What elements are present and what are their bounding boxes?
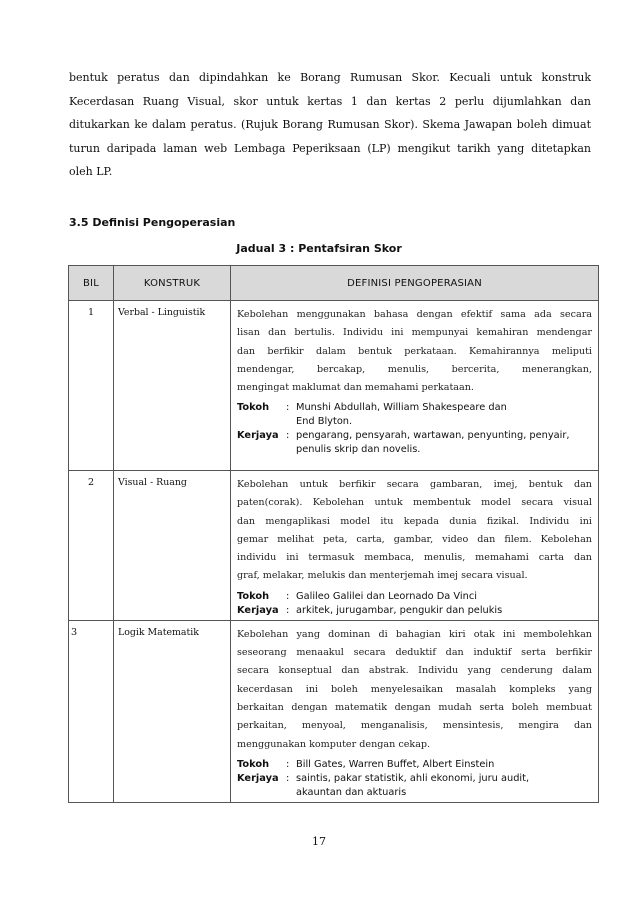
definition-line: dan berfikir dalam bentuk perkataan. Kemahirannya meliputi bbox=[237, 345, 592, 357]
definition-text bbox=[237, 626, 592, 754]
kerjaya-label: Kerjaya bbox=[237, 772, 279, 784]
tokoh-colon: : bbox=[286, 758, 290, 770]
table-row bbox=[69, 471, 599, 621]
tokoh-values bbox=[296, 590, 477, 604]
row-meta bbox=[237, 401, 592, 457]
definition-line: mendengar, bercakap, menulis, bercerita, menerangkan, bbox=[237, 363, 592, 375]
definition-text bbox=[237, 306, 592, 397]
definition-line: berkaitan dengan matematik dengan mudah serta boleh membuat bbox=[237, 701, 592, 713]
tokoh-value: End Blyton. bbox=[296, 416, 353, 428]
table-header-row bbox=[69, 266, 599, 301]
kerjaya-label: Kerjaya bbox=[237, 430, 279, 442]
kerjaya-value: pengarang, pensyarah, wartawan, penyunting, penyair, bbox=[296, 430, 570, 442]
definition-line: perkaitan, menyoal, menganalisis, mensintesis, mengira dan bbox=[237, 720, 592, 732]
header-konstruk: KONSTRUK bbox=[114, 266, 231, 301]
body-paragraph bbox=[69, 66, 591, 184]
row-definisi bbox=[231, 301, 599, 471]
header-bil: BIL bbox=[69, 266, 114, 301]
kerjaya-value: arkitek, jurugambar, pengukir dan pelukis bbox=[296, 604, 503, 616]
kerjaya-label: Kerjaya bbox=[237, 604, 279, 616]
definition-line: individu ini termasuk membaca, menulis, memahami carta dan bbox=[237, 552, 592, 564]
row-konstruk: Visual - Ruang bbox=[114, 471, 231, 621]
kerjaya-row bbox=[237, 772, 592, 800]
kerjaya-colon: : bbox=[286, 604, 290, 616]
paragraph-line: ditukarkan ke dalam peratus. (Rujuk Borang Rumusan Skor). Skema Jawapan boleh dimuat bbox=[69, 118, 591, 131]
kerjaya-value: penulis skrip dan novelis. bbox=[296, 444, 421, 456]
definition-line: Kebolehan untuk berfikir secara gambaran, imej, bentuk dan bbox=[237, 479, 592, 490]
kerjaya-colon: : bbox=[286, 772, 290, 784]
kerjaya-value: akauntan dan aktuaris bbox=[296, 786, 407, 798]
row-konstruk: Logik Matematik bbox=[114, 620, 231, 802]
paragraph-line: turun daripada laman web Lembaga Peperiksaan (LP) mengikut tarikh yang ditetapkan bbox=[69, 141, 591, 155]
paragraph-line: oleh LP. bbox=[69, 165, 113, 178]
definition-text bbox=[237, 476, 592, 586]
kerjaya-values bbox=[296, 604, 502, 618]
definition-line: dan mengaplikasi model itu kepada dunia fizikal. Individu ini bbox=[237, 515, 592, 527]
definition-line: seseorang menaakul secara deduktif dan induktif serta berfikir bbox=[237, 647, 592, 659]
row-bil: 2 bbox=[69, 471, 114, 621]
tokoh-colon: : bbox=[286, 402, 290, 414]
tokoh-value: Bill Gates, Warren Buffet, Albert Einstein bbox=[296, 758, 495, 770]
kerjaya-values bbox=[296, 429, 570, 457]
definition-line: Kebolehan yang dominan di bahagian kiri otak ini membolehkan bbox=[237, 628, 592, 640]
tokoh-colon: : bbox=[286, 590, 290, 602]
tokoh-row bbox=[237, 590, 592, 604]
score-interpretation-table bbox=[68, 265, 599, 803]
tokoh-value: Galileo Galilei dan Leornado Da Vinci bbox=[296, 590, 477, 602]
header-definisi: DEFINISI PENGOPERASIAN bbox=[231, 266, 599, 301]
definition-line: Kebolehan menggunakan bahasa dengan efektif sama ada secara bbox=[237, 309, 592, 320]
definition-line: gemar melihat peta, carta, gambar, video dan filem. Kebolehan bbox=[237, 533, 592, 545]
definition-line: secara konseptual dan abstrak. Individu yang cenderung dalam bbox=[237, 665, 592, 677]
section-title: 3.5 Definisi Pengoperasian bbox=[69, 216, 236, 229]
row-bil: 1 bbox=[69, 301, 114, 471]
definition-line: kecerdasan ini boleh menyelesaikan masalah kompleks yang bbox=[237, 683, 592, 695]
table-row bbox=[69, 620, 599, 802]
definition-line: lisan dan bertulis. Individu ini mempunyai kemahiran mendengar bbox=[237, 327, 592, 339]
kerjaya-values bbox=[296, 772, 529, 800]
row-konstruk: Verbal - Linguistik bbox=[114, 301, 231, 471]
paragraph-line: bentuk peratus dan dipindahkan ke Borang Rumusan Skor. Kecuali untuk konstruk bbox=[69, 71, 591, 84]
tokoh-label: Tokoh bbox=[237, 758, 270, 770]
definition-line: mengingat maklumat dan memahami perkataan. bbox=[237, 382, 474, 394]
row-meta bbox=[237, 590, 592, 618]
kerjaya-row bbox=[237, 604, 592, 618]
tokoh-label: Tokoh bbox=[237, 590, 270, 602]
tokoh-label: Tokoh bbox=[237, 402, 270, 414]
paragraph-line: Kecerdasan Ruang Visual, skor untuk kertas 1 dan kertas 2 perlu dijumlahkan dan bbox=[69, 94, 591, 108]
tokoh-row bbox=[237, 401, 592, 429]
row-definisi bbox=[231, 620, 599, 802]
tokoh-row bbox=[237, 758, 592, 772]
kerjaya-colon: : bbox=[286, 430, 290, 442]
definition-line: graf, melakar, melukis dan menterjemah imej secara visual. bbox=[237, 570, 528, 582]
table-caption: Jadual 3 : Pentafsiran Skor bbox=[236, 242, 402, 255]
definition-line: menggunakan komputer dengan cekap. bbox=[237, 738, 431, 750]
kerjaya-value: saintis, pakar statistik, ahli ekonomi, juru audit, bbox=[296, 772, 530, 784]
row-definisi bbox=[231, 471, 599, 621]
tokoh-value: Munshi Abdullah, William Shakespeare dan bbox=[296, 402, 507, 414]
row-bil: 3 bbox=[69, 620, 114, 802]
table-row bbox=[69, 301, 599, 471]
page-number: 17 bbox=[312, 835, 326, 848]
definition-line: paten(corak). Kebolehan untuk membentuk model secara visual bbox=[237, 497, 592, 509]
tokoh-values bbox=[296, 401, 507, 429]
kerjaya-row bbox=[237, 429, 592, 457]
tokoh-values bbox=[296, 758, 494, 772]
row-meta bbox=[237, 758, 592, 800]
